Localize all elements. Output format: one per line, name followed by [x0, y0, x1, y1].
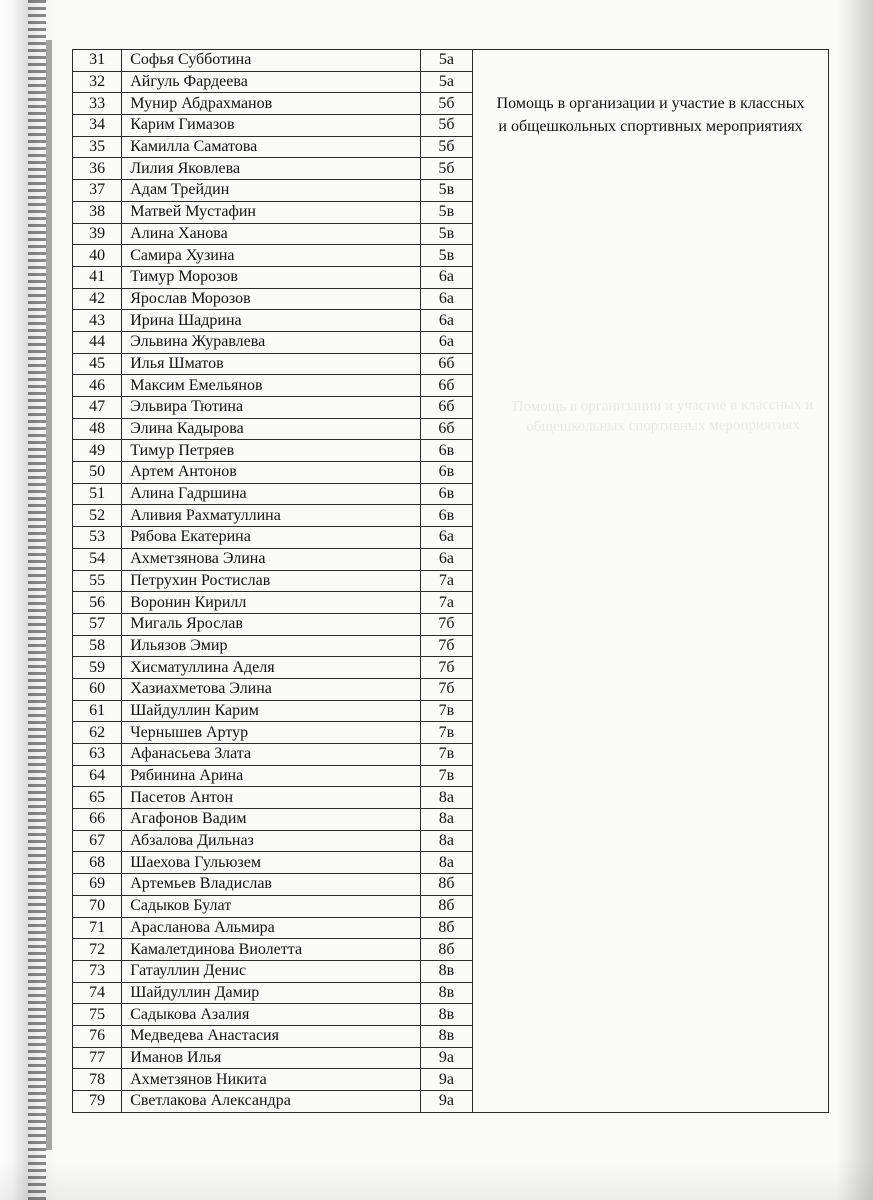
row-number-cell: 56 [73, 592, 122, 614]
student-class-cell: 5а [420, 71, 472, 93]
student-name-cell: Айгуль Фардеева [122, 71, 421, 93]
student-class-cell: 8в [420, 982, 472, 1004]
row-number-cell: 48 [73, 418, 122, 440]
student-name-cell: Аливия Рахматуллина [122, 505, 421, 527]
row-number-cell: 51 [73, 483, 122, 505]
student-class-cell: 6а [420, 310, 472, 332]
student-name-cell: Абзалова Дильназ [122, 830, 421, 852]
student-class-cell: 5в [420, 223, 472, 245]
row-number-cell: 59 [73, 657, 122, 679]
student-name-cell: Мунир Абдрахманов [122, 93, 421, 115]
row-number-cell: 68 [73, 852, 122, 874]
student-class-cell: 8б [420, 939, 472, 961]
row-number-cell: 66 [73, 809, 122, 831]
student-name-cell: Эльвира Тютина [122, 397, 421, 419]
row-number-cell: 63 [73, 744, 122, 766]
student-name-cell: Светлакова Александра [122, 1091, 421, 1113]
student-class-cell: 6в [420, 440, 472, 462]
row-number-cell: 62 [73, 722, 122, 744]
student-name-cell: Ярослав Морозов [122, 288, 421, 310]
student-name-cell: Артемьев Владислав [122, 874, 421, 896]
student-class-cell: 6а [420, 288, 472, 310]
student-name-cell: Ахметзянова Элина [122, 548, 421, 570]
student-table-wrapper [72, 49, 829, 1113]
student-name-cell: Афанасьева Злата [122, 744, 421, 766]
row-number-cell: 61 [73, 700, 122, 722]
activity-note-cell: Помощь в организации и участие в классных и общешкольных спортивных мероприятиях [473, 50, 829, 1113]
student-name-cell: Тимур Морозов [122, 266, 421, 288]
row-number-cell: 78 [73, 1069, 122, 1091]
student-name-cell: Арасланова Альмира [122, 917, 421, 939]
student-class-cell: 7а [420, 570, 472, 592]
student-class-cell: 9а [420, 1047, 472, 1069]
row-number-cell: 39 [73, 223, 122, 245]
student-name-cell: Садыкова Азалия [122, 1004, 421, 1026]
student-class-cell: 6б [420, 418, 472, 440]
student-class-cell: 7в [420, 722, 472, 744]
row-number-cell: 71 [73, 917, 122, 939]
row-number-cell: 76 [73, 1025, 122, 1047]
student-class-cell: 9а [420, 1069, 472, 1091]
bottom-page-fade [0, 1158, 873, 1200]
row-number-cell: 64 [73, 765, 122, 787]
row-number-cell: 36 [73, 158, 122, 180]
student-class-cell: 5а [420, 50, 472, 72]
row-number-cell: 69 [73, 874, 122, 896]
student-class-cell: 7б [420, 678, 472, 700]
row-number-cell: 32 [73, 71, 122, 93]
student-name-cell: Рябинина Арина [122, 765, 421, 787]
student-name-cell: Пасетов Антон [122, 787, 421, 809]
student-class-cell: 6в [420, 483, 472, 505]
student-class-cell: 5б [420, 93, 472, 115]
row-number-cell: 47 [73, 397, 122, 419]
student-name-cell: Самира Хузина [122, 245, 421, 267]
student-class-cell: 8а [420, 787, 472, 809]
row-number-cell: 75 [73, 1004, 122, 1026]
row-number-cell: 54 [73, 548, 122, 570]
row-number-cell: 79 [73, 1091, 122, 1113]
student-name-cell: Шаехова Гульюзем [122, 852, 421, 874]
student-table-body [73, 50, 829, 1113]
student-class-cell: 7б [420, 635, 472, 657]
row-number-cell: 58 [73, 635, 122, 657]
student-name-cell: Максим Емельянов [122, 375, 421, 397]
student-name-cell: Ахметзянов Никита [122, 1069, 421, 1091]
student-name-cell: Чернышев Артур [122, 722, 421, 744]
student-class-cell: 8в [420, 960, 472, 982]
student-class-cell: 8а [420, 852, 472, 874]
student-class-cell: 9а [420, 1091, 472, 1113]
student-name-cell: Камалетдинова Виолетта [122, 939, 421, 961]
student-class-cell: 7в [420, 700, 472, 722]
faint-show-through-text: Помощь в организации и участие в классных и общешкольных спортивных мероприятиях [512, 396, 814, 435]
student-name-cell: Алина Ханова [122, 223, 421, 245]
student-class-cell: 8а [420, 809, 472, 831]
student-class-cell: 7б [420, 657, 472, 679]
row-number-cell: 43 [73, 310, 122, 332]
student-name-cell: Ильязов Эмир [122, 635, 421, 657]
student-class-cell: 8в [420, 1025, 472, 1047]
student-name-cell: Ирина Шадрина [122, 310, 421, 332]
student-class-cell: 5б [420, 158, 472, 180]
row-number-cell: 41 [73, 266, 122, 288]
student-class-cell: 6б [420, 375, 472, 397]
student-name-cell: Софья Субботина [122, 50, 421, 72]
student-name-cell: Агафонов Вадим [122, 809, 421, 831]
student-class-cell: 8б [420, 874, 472, 896]
student-class-cell: 7а [420, 592, 472, 614]
student-class-cell: 6б [420, 397, 472, 419]
student-name-cell: Воронин Кирилл [122, 592, 421, 614]
student-table [72, 49, 829, 1113]
row-number-cell: 46 [73, 375, 122, 397]
student-name-cell: Камилла Саматова [122, 136, 421, 158]
row-number-cell: 70 [73, 895, 122, 917]
student-name-cell: Карим Гимазов [122, 115, 421, 137]
student-name-cell: Гатауллин Денис [122, 960, 421, 982]
student-name-cell: Артем Антонов [122, 462, 421, 484]
row-number-cell: 65 [73, 787, 122, 809]
row-number-cell: 60 [73, 678, 122, 700]
row-number-cell: 42 [73, 288, 122, 310]
student-class-cell: 6а [420, 331, 472, 353]
row-number-cell: 33 [73, 93, 122, 115]
row-number-cell: 57 [73, 613, 122, 635]
student-name-cell: Матвей Мустафин [122, 201, 421, 223]
student-name-cell: Шайдуллин Карим [122, 700, 421, 722]
student-name-cell: Шайдуллин Дамир [122, 982, 421, 1004]
student-class-cell: 5в [420, 245, 472, 267]
row-number-cell: 44 [73, 331, 122, 353]
row-number-cell: 35 [73, 136, 122, 158]
student-name-cell: Тимур Петряев [122, 440, 421, 462]
student-class-cell: 7в [420, 744, 472, 766]
student-name-cell: Хисматуллина Аделя [122, 657, 421, 679]
row-number-cell: 45 [73, 353, 122, 375]
row-number-cell: 50 [73, 462, 122, 484]
student-name-cell: Петрухин Ростислав [122, 570, 421, 592]
student-name-cell: Эльвина Журавлева [122, 331, 421, 353]
student-class-cell: 6б [420, 353, 472, 375]
student-class-cell: 6а [420, 266, 472, 288]
student-name-cell: Медведева Анастасия [122, 1025, 421, 1047]
row-number-cell: 40 [73, 245, 122, 267]
student-name-cell: Иманов Илья [122, 1047, 421, 1069]
student-name-cell: Хазиахметова Элина [122, 678, 421, 700]
student-name-cell: Адам Трейдин [122, 180, 421, 202]
student-class-cell: 5в [420, 180, 472, 202]
student-name-cell: Илья Шматов [122, 353, 421, 375]
row-number-cell: 34 [73, 115, 122, 137]
row-number-cell: 49 [73, 440, 122, 462]
row-number-cell: 74 [73, 982, 122, 1004]
student-class-cell: 5б [420, 136, 472, 158]
row-number-cell: 67 [73, 830, 122, 852]
row-number-cell: 55 [73, 570, 122, 592]
student-class-cell: 7б [420, 613, 472, 635]
student-name-cell: Садыков Булат [122, 895, 421, 917]
student-class-cell: 6в [420, 462, 472, 484]
student-name-cell: Лилия Яковлева [122, 158, 421, 180]
student-class-cell: 8в [420, 1004, 472, 1026]
right-page-shadow [837, 0, 873, 1200]
student-class-cell: 5б [420, 115, 472, 137]
row-number-cell: 52 [73, 505, 122, 527]
student-name-cell: Элина Кадырова [122, 418, 421, 440]
student-class-cell: 5в [420, 201, 472, 223]
row-number-cell: 72 [73, 939, 122, 961]
student-name-cell: Мигаль Ярослав [122, 613, 421, 635]
student-class-cell: 6в [420, 505, 472, 527]
student-class-cell: 8б [420, 917, 472, 939]
student-class-cell: 8а [420, 830, 472, 852]
row-number-cell: 53 [73, 527, 122, 549]
student-class-cell: 8б [420, 895, 472, 917]
row-number-cell: 37 [73, 180, 122, 202]
student-class-cell: 7в [420, 765, 472, 787]
row-number-cell: 73 [73, 960, 122, 982]
student-name-cell: Рябова Екатерина [122, 527, 421, 549]
student-class-cell: 6а [420, 527, 472, 549]
row-number-cell: 77 [73, 1047, 122, 1069]
student-name-cell: Алина Гадршина [122, 483, 421, 505]
student-class-cell: 6а [420, 548, 472, 570]
row-number-cell: 38 [73, 201, 122, 223]
row-number-cell: 31 [73, 50, 122, 72]
table-row [73, 50, 829, 72]
